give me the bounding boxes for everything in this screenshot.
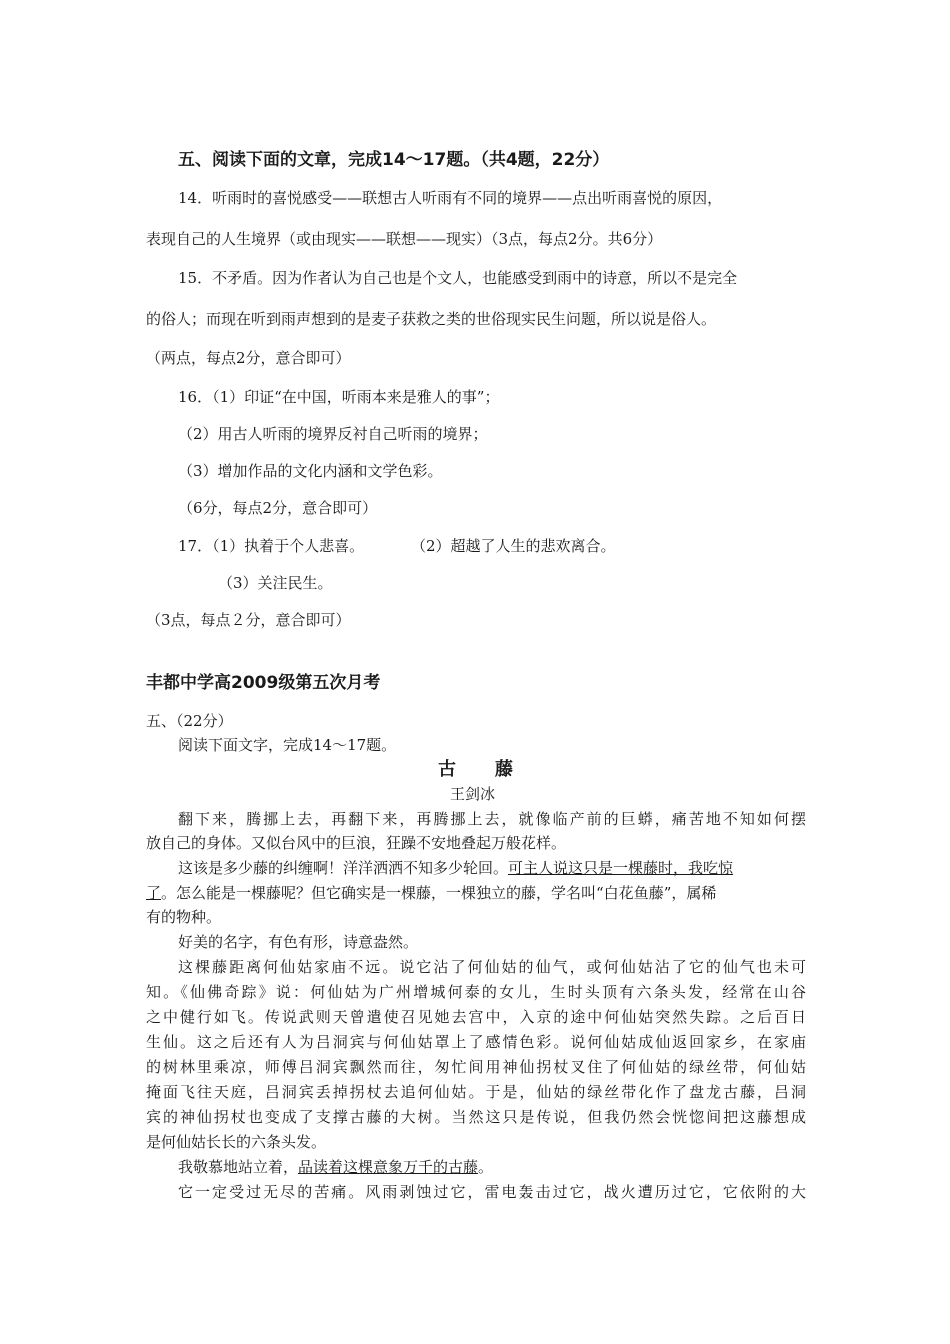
answer-17-line-1a: 17．（1）执着于个人悲喜。 xyxy=(178,537,365,555)
answer-15-line-3: （两点，每点2分，意合即可） xyxy=(146,349,351,367)
essay-p4-line-3: 之中健行如飞。传说武则天曾遣使召见她去宫中，入京的途中何仙姑突然失踪。之后百日 xyxy=(146,1008,806,1026)
essay-p4-line-5: 的树林里乘凉，师傅吕洞宾飘然而往，匆忙间用神仙拐杖叉住了何仙姑的绿丝带，何仙姑 xyxy=(146,1058,806,1076)
essay-p2-underlined-end: 了 xyxy=(146,884,162,902)
exam-heading: 丰都中学高2009级第五次月考 xyxy=(146,673,381,693)
essay-p2-underlined-text: 可主人说这只是一棵藤时，我吃惊 xyxy=(508,859,734,877)
essay-p5-text: 我敬慕地站立着， xyxy=(178,1158,299,1176)
answer-15-line-2: 的俗人；而现在听到雨声想到的是麦子获救之类的世俗现实民生问题，所以说是俗人。 xyxy=(146,310,717,328)
answer-17-line-2: （3）关注民生。 xyxy=(218,574,333,592)
essay-p2-line-2 xyxy=(146,883,716,903)
essay-p3-line-1: 好美的名字，有色有形，诗意盎然。 xyxy=(178,933,419,951)
answer-16-line-2: （2）用古人听雨的境界反衬自己听雨的境界； xyxy=(178,425,488,443)
answer-14-line-2: 表现自己的人生境界（或由现实——联想——现实）（3点，每点2分。共6分） xyxy=(146,230,663,248)
essay-p5-line-1 xyxy=(178,1157,493,1177)
essay-p5-underlined-text: 品读着这棵意象万千的古藤 xyxy=(298,1158,479,1176)
answer-16-line-4: （6分，每点2分，意合即可） xyxy=(178,499,378,517)
essay-p4-line-4: 生仙。这之后还有人为吕洞宾与何仙姑罩上了感情色彩。说何仙姑成仙返回家乡，在家庙 xyxy=(146,1033,806,1051)
exam-section-label: 五、（22分） xyxy=(146,712,233,730)
essay-p4-line-2: 知。《仙佛奇踪》说：何仙姑为广州增城何泰的女儿，生时头顶有六条头发，经常在山谷 xyxy=(146,983,806,1001)
answer-16-line-3: （3）增加作品的文化内涵和文学色彩。 xyxy=(178,462,443,480)
essay-author: 王剑冰 xyxy=(450,785,496,803)
answer-16-line-1: 16．（1）印证“在中国，听雨本来是雅人的事”； xyxy=(178,388,500,406)
answer-17-line-1b: （2）超越了人生的悲欢离合。 xyxy=(411,537,616,555)
essay-p2-line-1 xyxy=(178,858,806,878)
answer-14-line-1: 14．听雨时的喜悦感受——联想古人听雨有不同的境界——点出听雨喜悦的原因， xyxy=(178,189,723,207)
essay-p1-line-1: 翻下来，腾挪上去，再翻下来，再腾挪上去，就像临产前的巨蟒，痛苦地不知如何摆 xyxy=(178,810,806,828)
essay-p1-line-2: 放自己的身体。又似台风中的巨浪，狂躁不安地叠起万般花样。 xyxy=(146,834,567,852)
essay-p6-line-1: 它一定受过无尽的苦痛。风雨剥蚀过它，雷电轰击过它，战火遭历过它，它依附的大 xyxy=(178,1183,806,1201)
essay-p2-line-3: 有的物种。 xyxy=(146,908,222,926)
answer-section-heading: 五、阅读下面的文章，完成14～17题。（共4题，22分） xyxy=(178,150,610,170)
essay-p5-end: 。 xyxy=(478,1158,494,1176)
answer-17-line-3: （3点，每点２分，意合即可） xyxy=(146,611,351,629)
essay-p4-line-6: 掩面飞往天庭，吕洞宾丢掉拐杖去追何仙姑。于是，仙姑的绿丝带化作了盘龙古藤，吕洞 xyxy=(146,1083,806,1101)
answer-15-line-1: 15．不矛盾。因为作者认为自己也是个文人，也能感受到雨中的诗意，所以不是完全 xyxy=(178,269,738,287)
essay-p4-line-1: 这棵藤距离何仙姑家庙不远。说它沾了何仙姑的仙气，或何仙姑沾了它的仙气也未可 xyxy=(178,958,806,976)
essay-p4-line-8: 是何仙姑长长的六条头发。 xyxy=(146,1133,327,1151)
essay-p4-line-7: 宾的神仙拐杖也变成了支撑古藤的大树。当然这只是传说，但我仍然会恍惚间把这藤想成 xyxy=(146,1108,806,1126)
exam-instruction: 阅读下面文字，完成14～17题。 xyxy=(178,736,397,754)
essay-title: 古 藤 xyxy=(438,759,514,780)
essay-p2-text: 这该是多少藤的纠缠啊！洋洋洒洒不知多少轮回。 xyxy=(178,859,509,877)
essay-p2-text-2: 。怎么能是一棵藤呢？但它确实是一棵藤，一棵独立的藤，学名叫“白花鱼藤”，属稀 xyxy=(161,884,717,902)
